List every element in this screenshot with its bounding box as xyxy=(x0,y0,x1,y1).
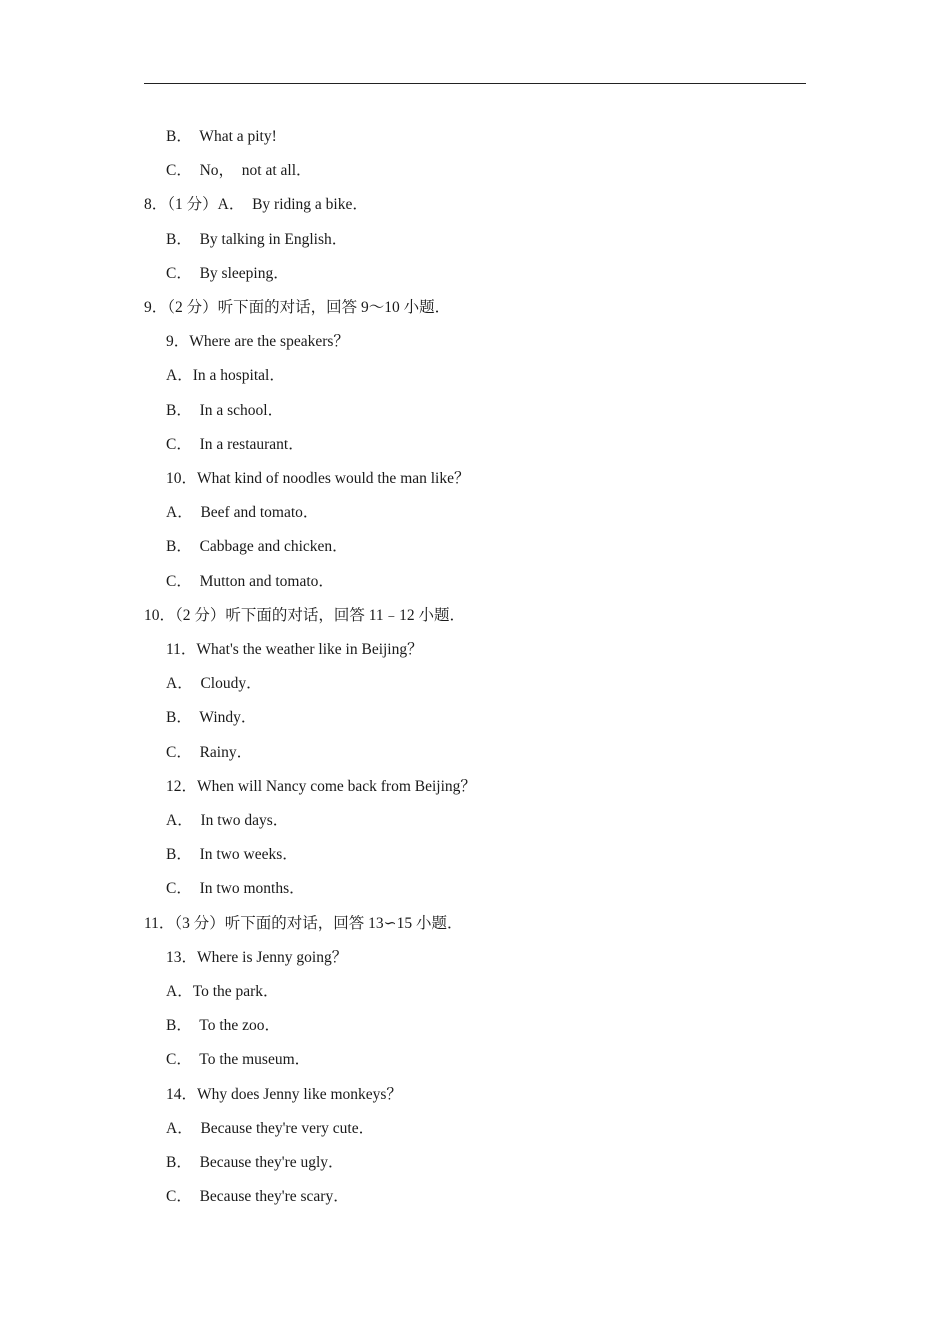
option-line: 11．What's the weather like in Beijing？ xyxy=(166,641,423,658)
option-line: C． To the museum． xyxy=(166,1051,311,1068)
option-line: C． No， not at all． xyxy=(166,162,312,179)
option-line: 12．When will Nancy come back from Beijing？ xyxy=(166,778,476,795)
option-line: A． Cloudy． xyxy=(166,675,262,692)
question-line: 11．（3 分）听下面的对话，回答 13∽15 小题． xyxy=(144,915,463,932)
option-line: A． In two days． xyxy=(166,812,289,829)
option-line: B． Cabbage and chicken． xyxy=(166,538,348,555)
question-line: 10．（2 分）听下面的对话，回答 11﹣12 小题． xyxy=(144,607,466,624)
option-line: B． In two weeks． xyxy=(166,846,298,863)
option-line: A．In a hospital． xyxy=(166,367,285,384)
option-line: B． In a school． xyxy=(166,402,284,419)
option-line: C． In two months． xyxy=(166,880,305,897)
option-line: B． Because they're ugly． xyxy=(166,1154,344,1171)
header-rule xyxy=(144,83,806,84)
option-line: B． What a pity! xyxy=(166,128,277,145)
option-line: C． Rainy． xyxy=(166,744,253,761)
question-line: 9．（2 分）听下面的对话，回答 9～10 小题． xyxy=(144,299,451,316)
option-line: C． Mutton and tomato． xyxy=(166,573,334,590)
option-line: 10．What kind of noodles would the man like？ xyxy=(166,470,470,487)
option-line: 9．Where are the speakers？ xyxy=(166,333,349,350)
option-line: C． Because they're scary． xyxy=(166,1188,349,1205)
option-line: B． Windy． xyxy=(166,709,257,726)
question-line: 8．（1 分）A． By riding a bike． xyxy=(144,196,368,213)
option-line: C． By sleeping． xyxy=(166,265,289,282)
option-line: B． To the zoo． xyxy=(166,1017,281,1034)
option-line: C． In a restaurant． xyxy=(166,436,304,453)
option-line: 13．Where is Jenny going？ xyxy=(166,949,348,966)
option-line: 14．Why does Jenny like monkeys？ xyxy=(166,1086,402,1103)
option-line: A． Because they're very cute． xyxy=(166,1120,375,1137)
option-line: A．To the park． xyxy=(166,983,279,1000)
option-line: B． By talking in English． xyxy=(166,231,348,248)
option-line: A． Beef and tomato． xyxy=(166,504,319,521)
